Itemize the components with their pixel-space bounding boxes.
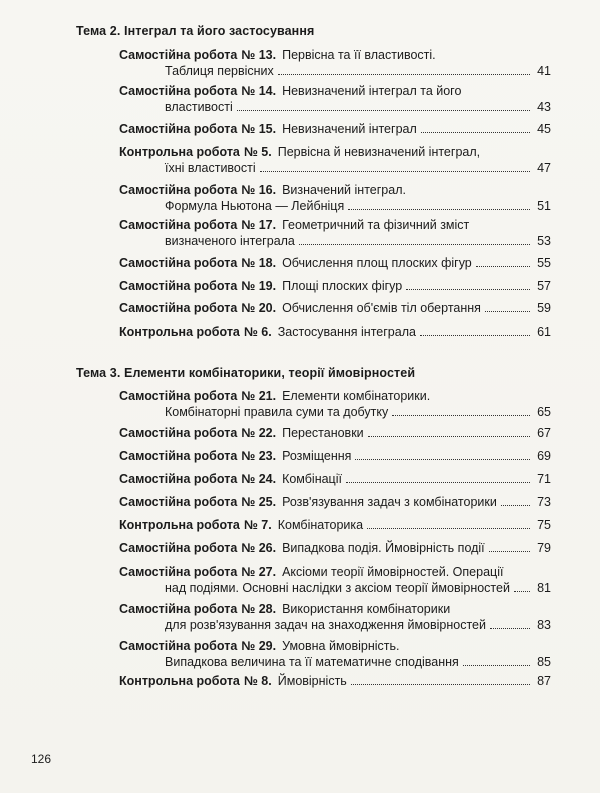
entry-title: над подіями. Основні наслідки з аксіом теорії ймовірностей [165, 581, 510, 595]
entry-kind: Самостійна робота [119, 84, 238, 98]
toc-entry [119, 673, 551, 689]
entry-title: Первісна й невизначений інтеграл, [277, 145, 481, 159]
toc-entry-line [119, 99, 551, 115]
entry-number: № 15. [241, 122, 277, 136]
entry-title: Аксіоми теорії ймовірностей. Операції [282, 565, 504, 579]
entry-number: № 29. [241, 639, 277, 653]
dot-leader [368, 436, 530, 437]
entry-kind: Самостійна робота [119, 472, 238, 486]
toc-entry-line [119, 638, 551, 654]
entry-title: Обчислення об'ємів тіл обертання [282, 301, 481, 315]
dot-leader [463, 665, 530, 666]
entry-page-number: 61 [537, 325, 551, 339]
dot-leader [260, 171, 530, 172]
dot-leader [278, 74, 530, 75]
toc-entry-line [119, 494, 551, 510]
entry-title: Ймовірність [277, 674, 347, 688]
dot-leader [355, 459, 530, 460]
entry-number: № 28. [241, 602, 277, 616]
toc-entry-line [119, 233, 551, 249]
entry-number: № 20. [241, 301, 277, 315]
dot-leader [392, 415, 530, 416]
entry-title: Використання комбінаторики [282, 602, 451, 616]
entry-title: Формула Ньютона — Лейбніця [165, 199, 345, 213]
entry-title: Визначений інтеграл. [282, 183, 406, 197]
toc-entry [119, 601, 551, 633]
entry-kind: Самостійна робота [119, 301, 238, 315]
entry-kind: Контрольна робота [119, 145, 240, 159]
dot-leader [501, 505, 530, 506]
toc-entry-line [119, 121, 551, 137]
toc-entry [119, 144, 551, 176]
entry-title: Застосування інтеграла [277, 325, 416, 339]
toc-entry [119, 255, 551, 271]
entry-number: № 24. [241, 472, 277, 486]
page-number: 126 [31, 752, 52, 766]
entry-title: Первісна та її властивості. [282, 48, 436, 62]
toc-entry [119, 448, 551, 464]
entry-page-number: 87 [537, 674, 551, 688]
dot-leader [237, 110, 530, 111]
toc-entry-line [119, 324, 551, 340]
entry-number: № 23. [241, 449, 277, 463]
entry-number: № 16. [241, 183, 277, 197]
entry-title: Площі плоских фігур [282, 279, 403, 293]
entry-number: № 5. [243, 145, 272, 159]
toc-entry [119, 425, 551, 441]
entry-kind: Самостійна робота [119, 639, 238, 653]
toc-entry-line [119, 217, 551, 233]
entry-number: № 21. [241, 389, 277, 403]
entry-title: Обчислення площ плоских фігур [282, 256, 472, 270]
toc-entry-line [119, 580, 551, 596]
toc-entry-line [119, 654, 551, 670]
entry-page-number: 71 [537, 472, 551, 486]
entry-kind: Самостійна робота [119, 565, 238, 579]
toc-entry [119, 217, 551, 249]
entry-title: визначеного інтеграла [165, 234, 295, 248]
entry-number: № 18. [241, 256, 277, 270]
entry-title: властивості [165, 100, 233, 114]
entry-page-number: 73 [537, 495, 551, 509]
toc-entry-line [119, 83, 551, 99]
entry-number: № 22. [241, 426, 277, 440]
entry-page-number: 85 [537, 655, 551, 669]
entry-page-number: 69 [537, 449, 551, 463]
dot-leader [348, 209, 530, 210]
dot-leader [514, 591, 530, 592]
entry-page-number: 65 [537, 405, 551, 419]
entry-kind: Самостійна робота [119, 48, 238, 62]
toc-entry [119, 278, 551, 294]
entry-title: їхні властивості [165, 161, 256, 175]
entry-kind: Самостійна робота [119, 218, 238, 232]
entry-title: для розв'язування задач на знаходження ймовірностей [165, 618, 486, 632]
dot-leader [420, 335, 530, 336]
toc-entry-line [119, 255, 551, 271]
entry-kind: Самостійна робота [119, 602, 238, 616]
toc-entry-line [119, 160, 551, 176]
toc-entry-line [119, 144, 551, 160]
toc-entry [119, 300, 551, 316]
toc-entry [119, 121, 551, 137]
dot-leader [406, 289, 530, 290]
entry-title: Невизначений інтеграл та його [282, 84, 462, 98]
entry-kind: Контрольна робота [119, 518, 240, 532]
toc-entry-line [119, 564, 551, 580]
entry-number: № 8. [243, 674, 272, 688]
toc-entry-line [119, 673, 551, 689]
entry-page-number: 51 [537, 199, 551, 213]
entry-page-number: 81 [537, 581, 551, 595]
entry-page-number: 83 [537, 618, 551, 632]
entry-kind: Самостійна робота [119, 183, 238, 197]
dot-leader [421, 132, 530, 133]
toc-entry-line [119, 47, 551, 63]
toc-entry-line [119, 601, 551, 617]
dot-leader [299, 244, 530, 245]
entry-kind: Самостійна робота [119, 495, 238, 509]
toc-entry [119, 324, 551, 340]
toc-entry [119, 388, 551, 420]
toc-entry-line [119, 404, 551, 420]
entry-title: Випадкова величина та її математичне сподівання [165, 655, 459, 669]
entry-kind: Самостійна робота [119, 122, 238, 136]
entry-title: Геометричний та фізичний зміст [282, 218, 470, 232]
entry-kind: Контрольна робота [119, 325, 240, 339]
entry-number: № 6. [243, 325, 272, 339]
entry-title: Розв'язування задач з комбінаторики [282, 495, 497, 509]
toc-entry-line [119, 425, 551, 441]
toc-entry-line [119, 448, 551, 464]
entry-title: Перестановки [282, 426, 364, 440]
entry-page-number: 59 [537, 301, 551, 315]
entry-title: Елементи комбінаторики. [282, 389, 431, 403]
entry-page-number: 57 [537, 279, 551, 293]
toc-entry-line [119, 300, 551, 316]
entry-number: № 17. [241, 218, 277, 232]
entry-kind: Самостійна робота [119, 389, 238, 403]
dot-leader [351, 684, 530, 685]
entry-page-number: 45 [537, 122, 551, 136]
toc-entry-line [119, 63, 551, 79]
toc-entry-line [119, 540, 551, 556]
entry-page-number: 75 [537, 518, 551, 532]
topic-3-heading: Тема 3. Елементи комбінаторики, теорії ймовірностей [76, 366, 416, 380]
toc-entry-line [119, 471, 551, 487]
toc-entry [119, 83, 551, 115]
entry-number: № 25. [241, 495, 277, 509]
dot-leader [490, 628, 530, 629]
toc-entry-line [119, 517, 551, 533]
toc-entry [119, 540, 551, 556]
dot-leader [346, 482, 530, 483]
toc-entry-line [119, 182, 551, 198]
entry-number: № 14. [241, 84, 277, 98]
toc-entry [119, 182, 551, 214]
entry-number: № 19. [241, 279, 277, 293]
entry-kind: Самостійна робота [119, 426, 238, 440]
entry-title: Комбінації [282, 472, 342, 486]
toc-entry-line [119, 388, 551, 404]
entry-title: Таблиця первісних [165, 64, 274, 78]
entry-page-number: 79 [537, 541, 551, 555]
toc-entry [119, 471, 551, 487]
entry-number: № 26. [241, 541, 277, 555]
toc-entry [119, 638, 551, 670]
entry-title: Умовна ймовірність. [282, 639, 400, 653]
entry-page-number: 41 [537, 64, 551, 78]
entry-title: Розміщення [282, 449, 352, 463]
entry-number: № 13. [241, 48, 277, 62]
toc-entry [119, 494, 551, 510]
toc-entry [119, 47, 551, 79]
entry-page-number: 53 [537, 234, 551, 248]
entry-number: № 7. [243, 518, 272, 532]
toc-entry-line [119, 278, 551, 294]
entry-title: Випадкова подія. Ймовірність події [282, 541, 485, 555]
entry-page-number: 43 [537, 100, 551, 114]
entry-kind: Самостійна робота [119, 279, 238, 293]
toc-entry-line [119, 198, 551, 214]
dot-leader [489, 551, 530, 552]
entry-kind: Контрольна робота [119, 674, 240, 688]
entry-kind: Самостійна робота [119, 256, 238, 270]
entry-number: № 27. [241, 565, 277, 579]
entry-page-number: 47 [537, 161, 551, 175]
dot-leader [367, 528, 530, 529]
dot-leader [485, 311, 530, 312]
dot-leader [476, 266, 530, 267]
entry-page-number: 67 [537, 426, 551, 440]
toc-entry-line [119, 617, 551, 633]
toc-entry [119, 517, 551, 533]
toc-entry [119, 564, 551, 596]
entry-kind: Самостійна робота [119, 449, 238, 463]
topic-2-heading: Тема 2. Інтеграл та його застосування [76, 24, 315, 38]
entry-title: Невизначений інтеграл [282, 122, 417, 136]
entry-kind: Самостійна робота [119, 541, 238, 555]
entry-title: Комбінаторні правила суми та добутку [165, 405, 389, 419]
entry-page-number: 55 [537, 256, 551, 270]
entry-title: Комбінаторика [277, 518, 364, 532]
